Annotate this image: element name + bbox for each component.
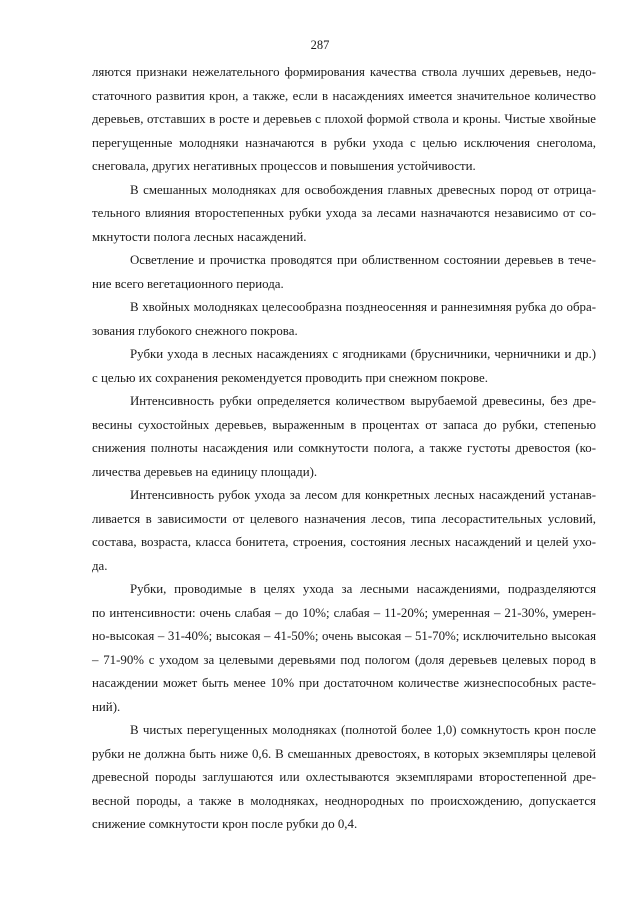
text-line: снижения полноты насаждения или сомкнутости полога, а также густоты древостоя (ко- [92, 441, 596, 455]
text-line: Рубки, проводимые в целях ухода за лесными насаждениями, подразделяются [130, 582, 596, 596]
text-line: ний). [92, 699, 121, 714]
text-line: насаждении может быть менее 10% при достаточном количестве жизнеспособных расте- [92, 676, 596, 690]
text-line: – 71-90% с уходом за целевыми деревьями под пологом (доля деревьев целевых пород в [92, 652, 596, 667]
text-line: состава, возраста, класса бонитета, строения, состояния лесных насаждений и целей ухо- [92, 535, 596, 549]
text-line: статочного развития крон, а также, если в насаждениях имеется значительное количество [92, 88, 596, 103]
body-text [92, 61, 596, 837]
text-line: ливается в зависимости от целевого назначения лесов, типа лесорастительных условий, [92, 511, 596, 526]
text-line: снижение сомкнутости крон после рубки до 0,4. [92, 817, 358, 831]
text-line: с целью их сохранения рекомендуется проводить при снежном покрове. [92, 370, 488, 385]
text-line: Интенсивность рубок ухода за лесом для конкретных лесных насаждений устанав- [130, 488, 596, 502]
text-line: мкнутости полога лесных насаждений. [92, 229, 307, 244]
text-line: ние всего вегетационного периода. [92, 276, 284, 291]
text-line: тельного влияния второстепенных рубки ухода за лесами назначаются независимо от со- [92, 206, 596, 220]
text-line: снеговала, других негативных процессов и повышения устойчивости. [92, 159, 476, 173]
text-line: В чистых перегущенных молодняках (полнотой более 1,0) сомкнутость крон после [130, 723, 596, 737]
text-line: перегущенные молодняки назначаются в рубки ухода с целью исключения снеголома, [92, 135, 596, 150]
text-line: по интенсивности: очень слабая – до 10%; слабая – 11-20%; умеренная – 21-30%, умерен- [92, 605, 596, 620]
page-number: 287 [310, 38, 330, 52]
text-line: но-высокая – 31-40%; высокая – 41-50%; очень высокая – 51-70%; исключительно высокая [92, 629, 596, 643]
text-line: древесной породы заглушаются или охлестываются экземплярами второстепенной дре- [92, 770, 596, 784]
text-line: весины сухостойных деревьев, выраженным в процентах от запаса до рубки, степенью [92, 417, 596, 432]
text-line: весной породы, а также в молодняках, неоднородных по происхождению, допускается [92, 793, 596, 808]
text-line: В хвойных молодняках целесообразна позднеосенняя и раннезимняя рубка до обра- [130, 300, 596, 314]
text-line: зования глубокого снежного покрова. [92, 323, 298, 338]
text-line: да. [92, 558, 108, 573]
text-line: Рубки ухода в лесных насаждениях с ягодниками (брусничники, черничники и др.) [130, 347, 596, 361]
text-line: В смешанных молодняках для освобождения главных древесных пород от отрица- [130, 182, 596, 197]
text-line: Осветление и прочистка проводятся при облиственном состоянии деревьев в тече- [130, 253, 596, 267]
text-line: Интенсивность рубки определяется количеством вырубаемой древесины, без дре- [130, 394, 596, 408]
text-line: ляются признаки нежелательного формирования качества ствола лучших деревьев, недо- [92, 65, 596, 79]
text-line: деревьев, отставших в росте и деревьев с плохой формой ствола и кроны. Чистые хвойные [92, 112, 596, 126]
text-line: личества деревьев на единицу площади). [92, 464, 318, 479]
text-line: рубки не должна быть ниже 0,6. В смешанных древостоях, в которых экземпляры целевой [92, 746, 596, 761]
